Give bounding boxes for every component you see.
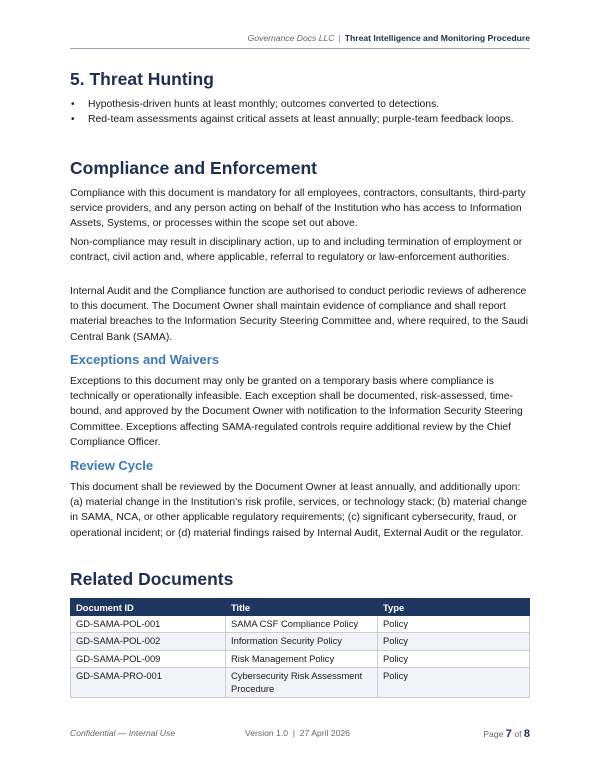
header-org: Governance Docs LLC bbox=[247, 33, 335, 43]
cell-type: Policy bbox=[378, 616, 530, 633]
footer-version-date: Version 1.0 | 27 April 2026 bbox=[245, 728, 350, 738]
column-header-type: Type bbox=[378, 599, 530, 616]
footer-page-number: Page 7 of 8 bbox=[483, 728, 530, 740]
cell-document-id: GD-SAMA-PRO-001 bbox=[71, 668, 226, 698]
list-item: • Hypothesis-driven hunts at least monthly; outcomes converted to detections. bbox=[70, 98, 532, 113]
table-row bbox=[71, 668, 530, 698]
table-row bbox=[71, 616, 530, 633]
cell-title: Cybersecurity Risk Assessment Procedure bbox=[226, 668, 378, 698]
column-header-title: Title bbox=[226, 599, 378, 616]
cell-document-id: GD-SAMA-POL-009 bbox=[71, 650, 226, 667]
subsection-heading-exceptions: Exceptions and Waivers bbox=[70, 352, 220, 367]
cell-document-id: GD-SAMA-POL-002 bbox=[71, 633, 226, 650]
cell-title: SAMA CSF Compliance Policy bbox=[226, 616, 378, 633]
page-footer bbox=[70, 728, 530, 740]
footer-confidentiality: Confidential — Internal Use bbox=[70, 728, 176, 738]
header-rule bbox=[70, 48, 530, 49]
threat-hunting-list bbox=[70, 98, 532, 127]
table-row bbox=[71, 650, 530, 667]
table-header-row bbox=[71, 599, 530, 616]
cell-title: Risk Management Policy bbox=[226, 650, 378, 667]
compliance-paragraph-2: Non-compliance may result in disciplinary action, up to and including termination of employment or contract, civil action and, where applicable, referral to regulatory or law-enforcement authorities. bbox=[70, 237, 523, 264]
current-page-number: 7 bbox=[505, 728, 512, 740]
cell-document-id: GD-SAMA-POL-001 bbox=[71, 616, 226, 633]
compliance-paragraph-1: Compliance with this document is mandatory for all employees, contractors, consultants, third-party service providers, and any person acting on behalf of the Institution who has access to Information Assets, Systems, or processes within the scope set out above. bbox=[70, 188, 526, 230]
list-item: • Red-team assessments against critical assets at least annually; purple-team feedback loops. bbox=[70, 113, 532, 128]
page-header bbox=[70, 33, 530, 47]
section-heading-threat-hunting: 5. Threat Hunting bbox=[70, 69, 214, 89]
cell-type: Policy bbox=[378, 650, 530, 667]
exceptions-paragraph: Exceptions to this document may only be granted on a temporary basis where compliance is technically or operationally infeasible. Each exception shall be documented, risk-assessed, time-bound, and approved by the Document Owner with notification to the Information Security Steering Committee. Exceptions affecting SAMA-regulated controls require additional review by the Chief Compliance Officer. bbox=[70, 376, 523, 448]
cell-type: Policy bbox=[378, 668, 530, 698]
section-heading-related-documents: Related Documents bbox=[70, 569, 234, 589]
related-documents-table bbox=[70, 598, 530, 698]
bullet-icon: • bbox=[71, 113, 75, 125]
cell-type: Policy bbox=[378, 633, 530, 650]
review-paragraph: This document shall be reviewed by the Document Owner at least annually, and additionally upon: (a) material change in the Institution's risk profile, services, or technology stack; (b) material change in SAMA, NCA, or other applicable regulatory requirements; (c) significant cybersecurity, fraud, or operational incident; or (d) material findings raised by Internal Audit, External Audit or the regulator. bbox=[70, 482, 528, 539]
bullet-icon: • bbox=[71, 99, 75, 110]
header-separator: | bbox=[338, 33, 341, 43]
total-pages-number: 8 bbox=[523, 728, 530, 740]
header-document-title: Threat Intelligence and Monitoring Procedure bbox=[344, 33, 530, 43]
cell-title: Information Security Policy bbox=[226, 633, 378, 650]
table-row bbox=[71, 633, 530, 650]
subsection-heading-review-cycle: Review Cycle bbox=[70, 458, 154, 473]
compliance-paragraph-3: Internal Audit and the Compliance function are authorised to conduct periodic reviews of adherence to this document. The Document Owner shall maintain evidence of compliance and shall report material breaches to the Information Security Steering Committee and, where required, to the Saudi Central Bank (SAMA). bbox=[70, 286, 529, 343]
column-header-document-id: Document ID bbox=[71, 599, 226, 616]
section-heading-compliance: Compliance and Enforcement bbox=[70, 158, 317, 178]
